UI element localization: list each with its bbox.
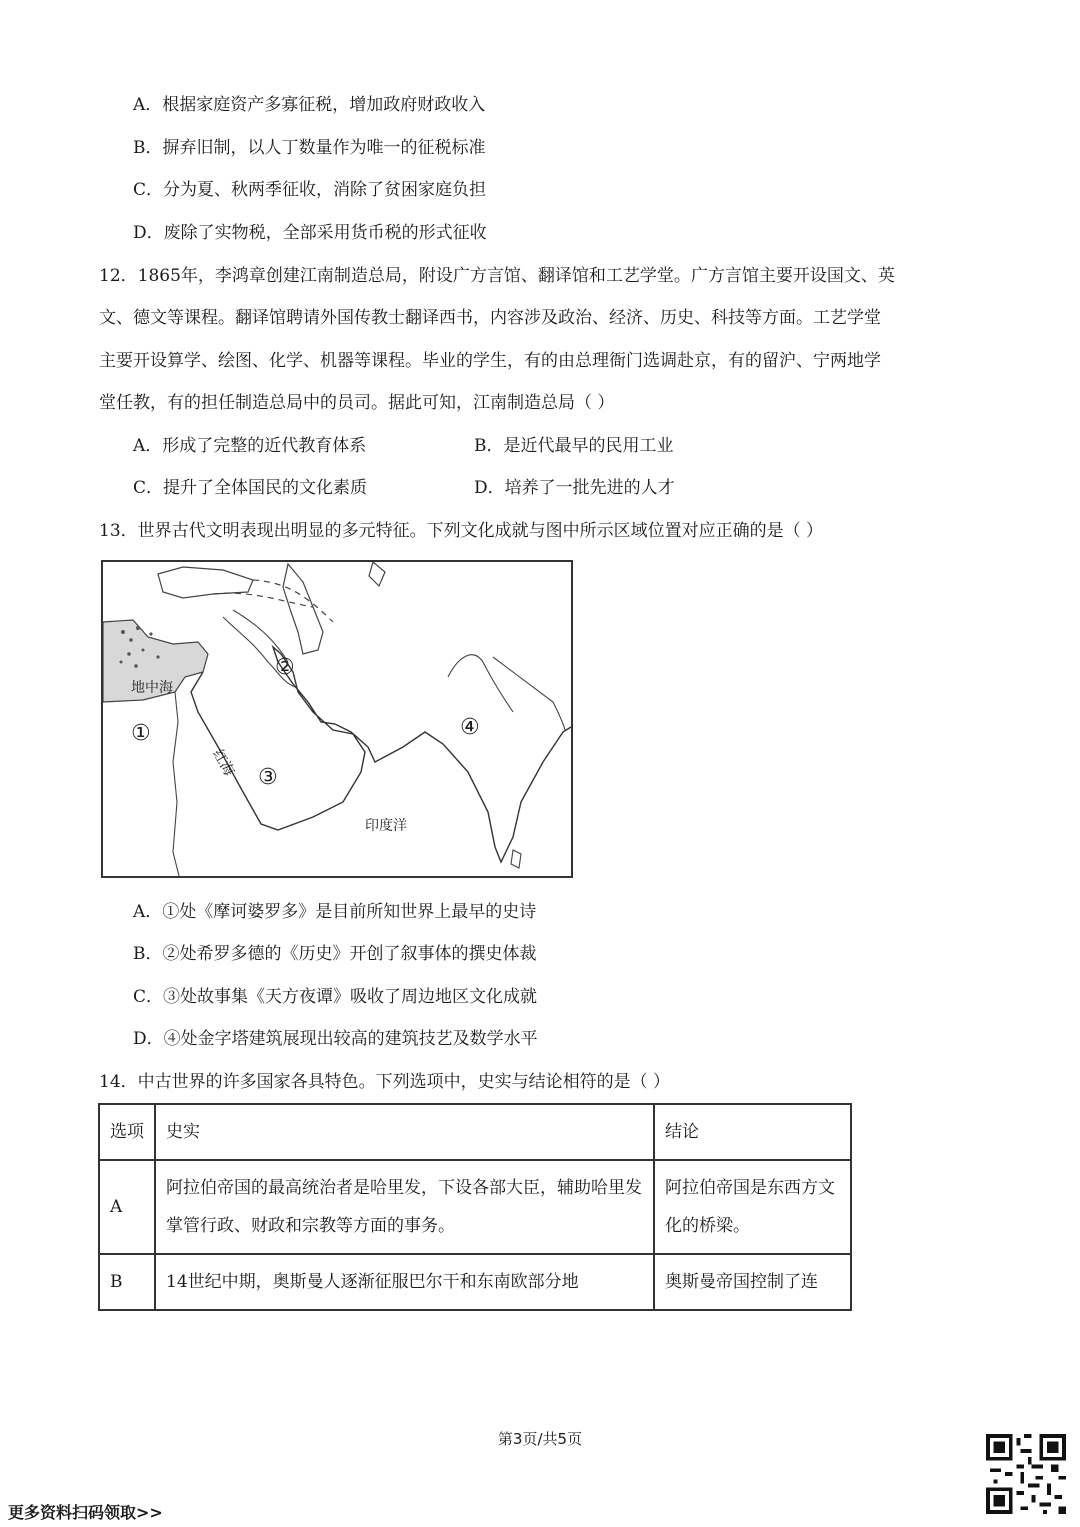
caspian-sea-outline <box>283 564 323 654</box>
q12-stem-line-4: 堂任教，有的担任制造总局中的员司。据此可知，江南制造总局（ ） <box>99 393 615 413</box>
page-number: 第3页/共5页 <box>497 1430 583 1448</box>
row-a-fact: 阿拉伯帝国的最高统治者是哈里发，下设各部大臣，辅助哈里发掌管行政、财政和宗教等方面的事务。 <box>155 1160 654 1254</box>
q11-option-a: A．根据家庭资产多寡征税，增加政府财政收入 <box>133 95 486 115</box>
table-row <box>99 1254 851 1310</box>
table-header-row <box>99 1104 851 1160</box>
more-resources-link[interactable]: 更多资料扫码领取>> <box>8 1503 163 1522</box>
aral-sea-outline <box>369 562 385 586</box>
map-label-red-sea: 红海 <box>209 746 238 779</box>
map-marker-3: ③ <box>258 765 278 790</box>
row-a-conclusion: 阿拉伯帝国是东西方文化的桥梁。 <box>654 1160 851 1254</box>
q12-option-a: A．形成了完整的近代教育体系 <box>133 436 367 456</box>
map-marker-4: ④ <box>460 715 480 740</box>
q11-option-d: D．废除了实物税，全部采用货币税的形式征收 <box>133 223 487 243</box>
header-option: 选项 <box>99 1104 155 1160</box>
dashed-route <box>213 580 333 622</box>
map-label-indian-ocean: 印度洋 <box>365 818 407 834</box>
row-b-option: B <box>99 1254 155 1310</box>
row-b-fact: 14世纪中期，奥斯曼人逐渐征服巴尔干和东南欧部分地 <box>155 1254 654 1310</box>
map-marker-2: ② <box>275 655 295 680</box>
row-a-option: A <box>99 1160 155 1254</box>
q12-stem-line-2: 文、德文等课程。翻译馆聘请外国传教士翻译西书，内容涉及政治、经济、历史、科技等方面。工艺学堂 <box>99 308 881 328</box>
row-b-conclusion: 奥斯曼帝国控制了连 <box>654 1254 851 1310</box>
q12-stem-line-3: 主要开设算学、绘图、化学、机器等课程。毕业的学生，有的由总理衙门选调赴京，有的留沪、宁两地学 <box>99 351 881 371</box>
q14-stem: 14．中古世界的许多国家各具特色。下列选项中，史实与结论相符的是（ ） <box>99 1072 671 1092</box>
q13-option-b: B．②处希罗多德的《历史》开创了叙事体的撰史体裁 <box>133 944 537 964</box>
map-label-mediterranean: 地中海 <box>131 680 173 696</box>
q12-option-b: B．是近代最早的民用工业 <box>474 436 674 456</box>
q12-option-d: D．培养了一批先进的人才 <box>474 478 675 498</box>
q13-option-d: D．④处金字塔建筑展现出较高的建筑技艺及数学水平 <box>133 1029 538 1049</box>
header-fact: 史实 <box>155 1104 654 1160</box>
map-marker-1: ① <box>131 721 151 746</box>
map-drawing <box>103 562 571 876</box>
nile-river <box>173 692 179 876</box>
q13-option-c: C．③处故事集《天方夜谭》吸收了周边地区文化成就 <box>133 987 538 1007</box>
table-row <box>99 1160 851 1254</box>
qr-code-icon[interactable] <box>986 1434 1066 1514</box>
ancient-civilizations-map <box>101 560 573 878</box>
sri-lanka <box>511 850 521 868</box>
q13-stem: 13．世界古代文明表现出明显的多元特征。下列文化成就与图中所示区域位置对应正确的是（ ） <box>99 521 824 541</box>
q11-option-c: C．分为夏、秋两季征收，消除了贫困家庭负担 <box>133 180 487 200</box>
q11-option-b: B．摒弃旧制，以人丁数量作为唯一的征税标准 <box>133 138 486 158</box>
q12-option-c: C．提升了全体国民的文化素质 <box>133 478 368 498</box>
q14-table <box>98 1103 852 1311</box>
q13-option-a: A．①处《摩诃婆罗多》是目前所知世界上最早的史诗 <box>133 902 537 922</box>
q12-stem-line-1: 12．1865年，李鸿章创建江南制造总局，附设广方言馆、翻译馆和工艺学堂。广方言馆主要开设国文、英 <box>99 266 895 286</box>
header-conclusion: 结论 <box>654 1104 851 1160</box>
